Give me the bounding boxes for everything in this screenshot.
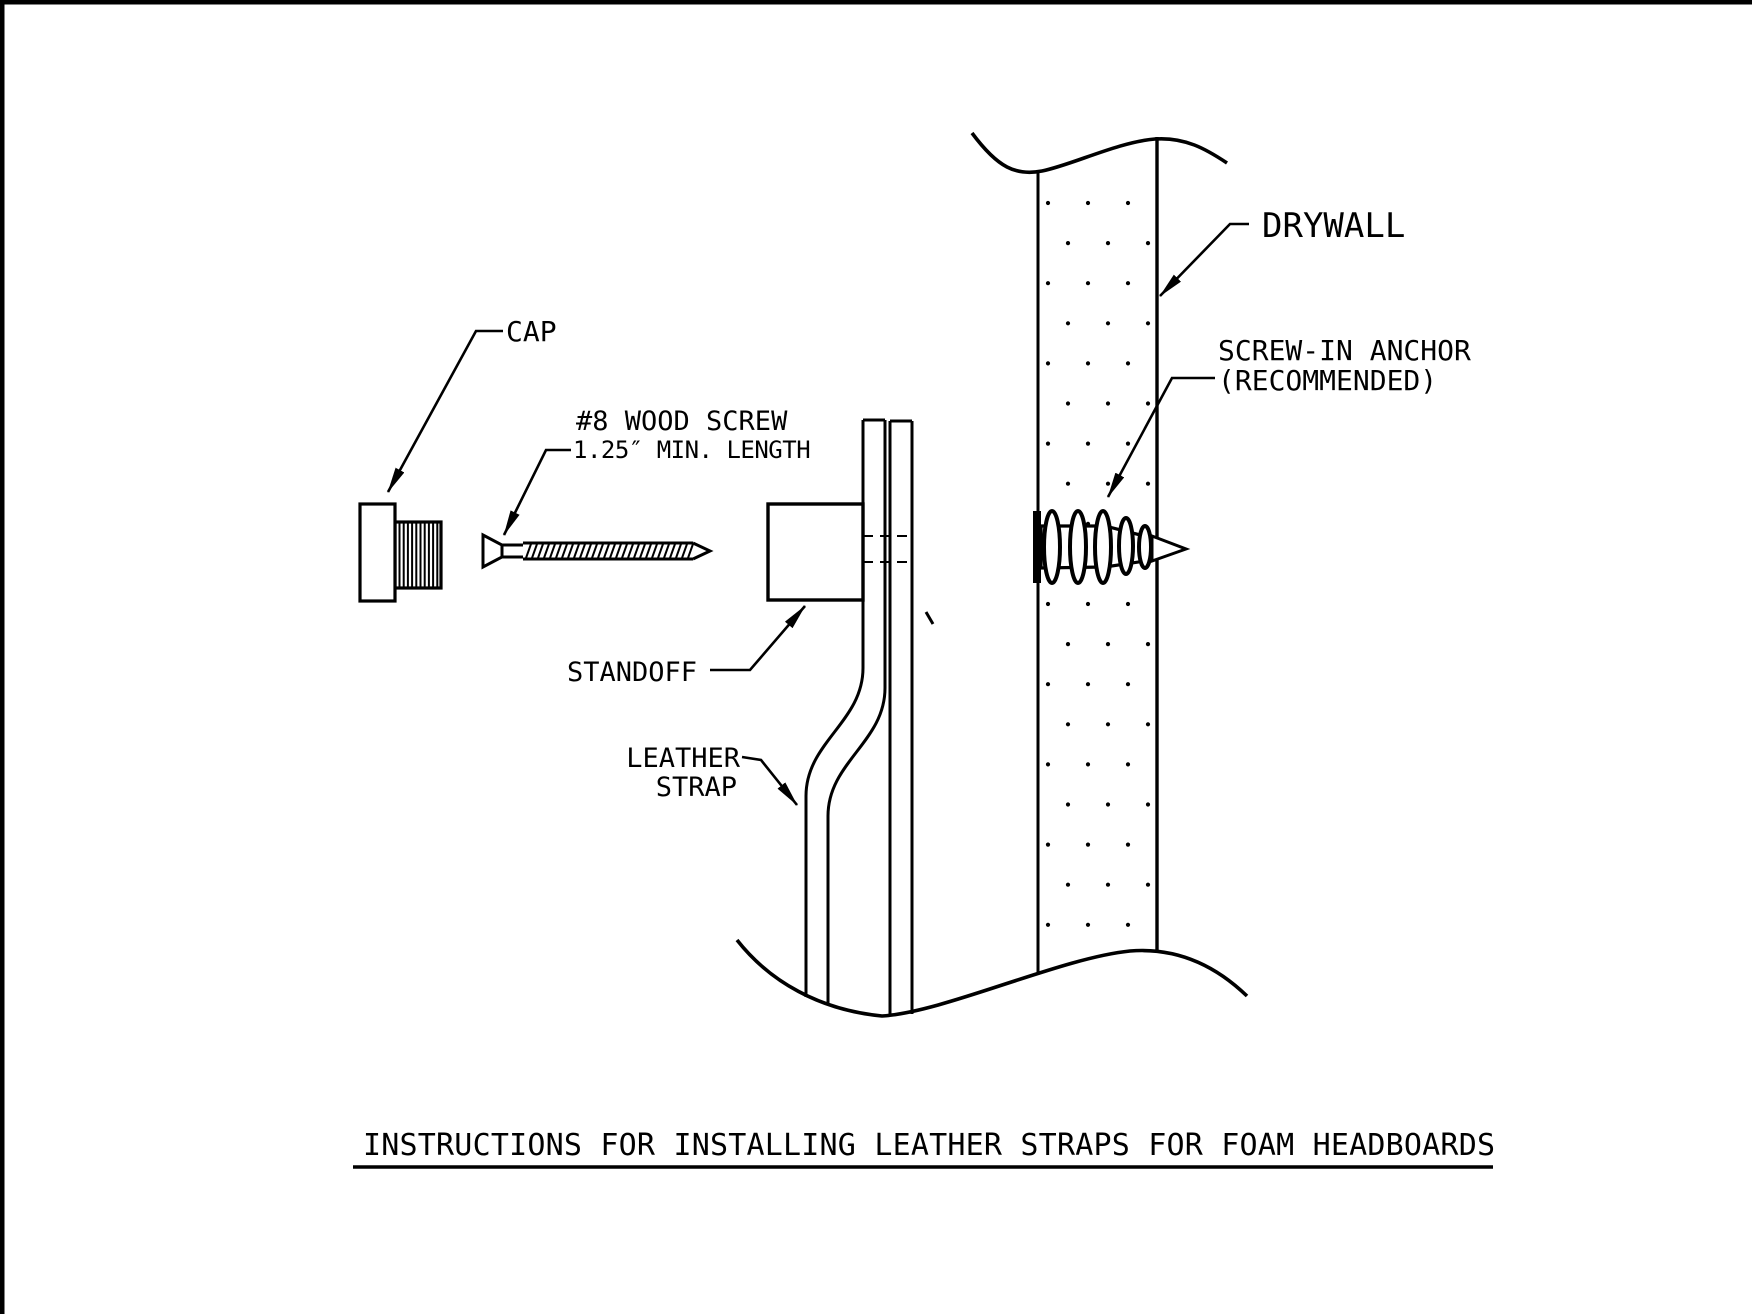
stipple-dot [1086, 843, 1090, 847]
standoff-leader [710, 606, 805, 670]
cap-leader [388, 331, 503, 492]
stipple-dot [1086, 682, 1090, 686]
stipple-dot [1046, 843, 1050, 847]
tick-mark [926, 612, 933, 624]
screw-thread-hatch [526, 544, 693, 558]
anchor-threads [1044, 511, 1151, 583]
generated-line [688, 544, 693, 558]
generated-line [622, 544, 627, 558]
wood-screw-drawing [483, 535, 710, 567]
generated-line [592, 544, 597, 558]
generated-line [580, 544, 585, 558]
stipple-dot [1126, 602, 1130, 606]
anchor-flange [1033, 511, 1041, 583]
stipple-dot [1046, 281, 1050, 285]
stipple-dot [1126, 442, 1130, 446]
stipple-dot [1146, 401, 1150, 405]
stipple-dot [1106, 401, 1110, 405]
generated-line [574, 544, 579, 558]
stipple-dot [1046, 762, 1050, 766]
leather-strap-label-line1: LEATHER [626, 743, 740, 774]
screw-in-anchor-label-line1: SCREW-IN ANCHOR [1218, 334, 1471, 367]
drawing-title-block [353, 1128, 1495, 1167]
stipple-dot [1086, 923, 1090, 927]
stipple-dot [1126, 281, 1130, 285]
stipple-dot [1086, 602, 1090, 606]
screw-in-anchor-leader [1108, 378, 1215, 497]
stipple-dot [1146, 883, 1150, 887]
standoff-drawing [768, 504, 863, 600]
wood-screw-leader [504, 450, 571, 535]
break-line-bottom [737, 940, 1247, 1016]
stipple-dot [1146, 642, 1150, 646]
stipple-dot [1126, 923, 1130, 927]
leather-strap-label-line2: STRAP [655, 772, 737, 803]
leather-strap-leader [742, 757, 797, 805]
stipple-dot [1046, 361, 1050, 365]
generated-line [610, 544, 615, 558]
stipple-dot [1106, 883, 1110, 887]
stipple-dot [1046, 602, 1050, 606]
stipple-dot [1046, 923, 1050, 927]
screw-head [483, 535, 502, 567]
anchor-thread-5 [1139, 526, 1151, 568]
screw-point [693, 543, 710, 559]
stipple-dot [1106, 642, 1110, 646]
wood-screw-label-line2: 1.25″ MIN. LENGTH [573, 436, 811, 464]
stipple-dot [1066, 642, 1070, 646]
stipple-dot [1046, 442, 1050, 446]
generated-line [640, 544, 645, 558]
stipple-dot [1106, 321, 1110, 325]
generated-line [526, 544, 531, 558]
generated-line [586, 544, 591, 558]
generated-line [562, 544, 567, 558]
generated-line [556, 544, 561, 558]
anchor-thread-1 [1044, 511, 1060, 583]
generated-line [616, 544, 621, 558]
generated-line [538, 544, 543, 558]
generated-line [664, 544, 669, 558]
standoff-label: STANDOFF [567, 657, 698, 688]
stipple-dot [1066, 321, 1070, 325]
stipple-dot [1146, 482, 1150, 486]
generated-line [670, 544, 675, 558]
generated-line [532, 544, 537, 558]
generated-line [598, 544, 603, 558]
stipple-dot [1106, 482, 1110, 486]
drawing-title: INSTRUCTIONS FOR INSTALLING LEATHER STRAPS FOR FOAM HEADBOARDS [363, 1128, 1496, 1163]
screw-in-anchor-label-line2: (RECOMMENDED) [1218, 364, 1438, 397]
generated-line [682, 544, 687, 558]
stipple-dot [1106, 802, 1110, 806]
wood-screw-label-line1: #8 WOOD SCREW [576, 406, 788, 437]
generated-line [550, 544, 555, 558]
generated-line [634, 544, 639, 558]
anchor-thread-3 [1095, 511, 1111, 583]
stipple-dot [1046, 682, 1050, 686]
stipple-dot [1146, 241, 1150, 245]
stipple-dot [1086, 442, 1090, 446]
stipple-dot [1086, 201, 1090, 205]
break-line-top [972, 133, 1227, 172]
screw-in-anchor-drawing [1033, 511, 1186, 583]
hidden-hole-dashes [863, 536, 912, 562]
generated-line [568, 544, 573, 558]
stipple-dot [1106, 722, 1110, 726]
generated-line [676, 544, 681, 558]
anchor-thread-2 [1070, 511, 1086, 583]
cap-head [360, 504, 395, 601]
stipple-dot [1146, 321, 1150, 325]
stipple-dot [1126, 682, 1130, 686]
stipple-dot [1046, 201, 1050, 205]
stipple-dot [1066, 241, 1070, 245]
stipple-dot [1146, 722, 1150, 726]
stipple-dot [1146, 802, 1150, 806]
stipple-dot [1066, 722, 1070, 726]
stipple-dot [1066, 802, 1070, 806]
stipple-dot [1126, 361, 1130, 365]
stipple-dot [1126, 201, 1130, 205]
stipple-dot [1126, 762, 1130, 766]
stipple-dot [1086, 762, 1090, 766]
stipple-dot [1066, 482, 1070, 486]
stipple-dot [1066, 883, 1070, 887]
anchor-thread-4 [1119, 518, 1133, 574]
stipple-dot [1086, 281, 1090, 285]
generated-line [544, 544, 549, 558]
generated-line [628, 544, 633, 558]
stipple-dot [1086, 361, 1090, 365]
stipple-dot [1106, 241, 1110, 245]
cap-drawing [360, 504, 441, 601]
drywall-leader [1160, 224, 1249, 296]
generated-line [646, 544, 651, 558]
generated-line [652, 544, 657, 558]
stipple-dot [1066, 401, 1070, 405]
generated-line [604, 544, 609, 558]
anchor-tip [1152, 536, 1186, 561]
stipple-dot [1126, 843, 1130, 847]
drywall-label: DRYWALL [1262, 206, 1406, 246]
cap-label: CAP [506, 315, 557, 348]
generated-line [658, 544, 663, 558]
